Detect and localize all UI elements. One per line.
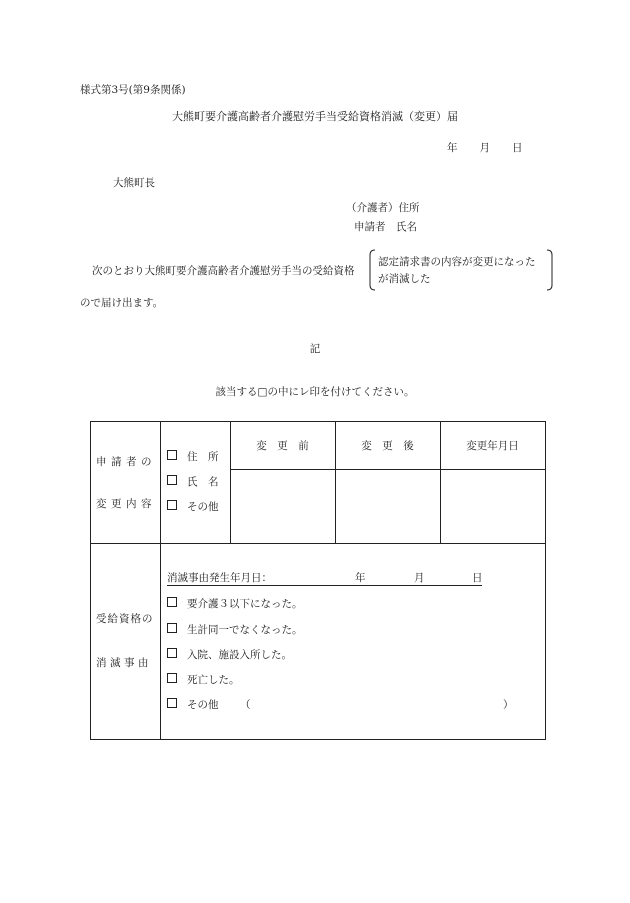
reason-death[interactable]: 死亡した。 <box>167 673 240 687</box>
form-title: 大熊町要介護高齢者介護慰労手当受給資格消滅（変更）届 <box>172 110 458 123</box>
addressee: 大熊町長 <box>113 177 155 189</box>
reason-other[interactable]: その他 <box>167 698 219 712</box>
checkbox[interactable] <box>167 475 177 485</box>
extinction-date-day: 日 <box>472 572 483 584</box>
change-label-line1: 申請者の <box>96 456 156 468</box>
change-item-name[interactable]: 氏 名 <box>167 475 219 489</box>
extinction-date-line <box>167 571 482 586</box>
change-item-address[interactable]: 住 所 <box>167 450 219 464</box>
checkbox[interactable] <box>167 698 177 708</box>
checkbox[interactable] <box>167 500 177 510</box>
other-paren-close: ） <box>503 699 514 711</box>
checkbox[interactable] <box>167 673 177 683</box>
date-year: 年 <box>447 142 458 154</box>
header-change-date: 変更年月日 <box>466 440 519 452</box>
option-bracket <box>369 249 553 291</box>
checkbox[interactable] <box>167 450 177 460</box>
instruction: 該当する□の中にレ印を付けてください。 <box>215 386 415 398</box>
ki-heading: 記 <box>309 343 321 355</box>
reason-hospital[interactable]: 入院、施設入所した。 <box>167 648 292 662</box>
change-label-line2: 変更内容 <box>96 498 156 510</box>
extinction-label-line1: 受給資格の <box>96 613 154 625</box>
reason-household[interactable]: 生計同一でなくなった。 <box>167 623 303 637</box>
checkbox[interactable] <box>167 597 177 607</box>
checkbox[interactable] <box>167 648 177 658</box>
reason-care-level[interactable]: 要介護３以下になった。 <box>167 597 303 611</box>
extinction-label-line2: 消滅事由 <box>96 657 152 669</box>
extinction-date-month: 月 <box>414 572 425 584</box>
option-extinguished: が消滅した <box>378 273 431 285</box>
header-after: 変 更 後 <box>361 440 414 452</box>
submission-date <box>447 141 523 155</box>
applicant-address-label: （介護者）住所 <box>346 202 420 214</box>
date-day: 日 <box>512 142 523 154</box>
date-month: 月 <box>479 142 490 154</box>
header-before: 変 更 前 <box>256 440 309 452</box>
applicant-name-label: 申請者 氏名 <box>354 221 417 233</box>
body-text-after: ので届け出ます。 <box>80 297 164 309</box>
checkbox[interactable] <box>167 623 177 633</box>
extinction-date-label: 消滅事由発生年月日： <box>167 572 272 584</box>
other-paren-open: （ <box>240 699 251 711</box>
form-number: 様式第3号(第9条関係) <box>80 84 186 96</box>
extinction-date-year: 年 <box>355 572 366 584</box>
body-text-before: 次のとおり大熊町要介護高齢者介護慰労手当の受給資格 <box>92 265 355 277</box>
option-changed: 認定請求書の内容が変更になった <box>378 256 536 268</box>
change-item-other[interactable]: その他 <box>167 500 219 514</box>
